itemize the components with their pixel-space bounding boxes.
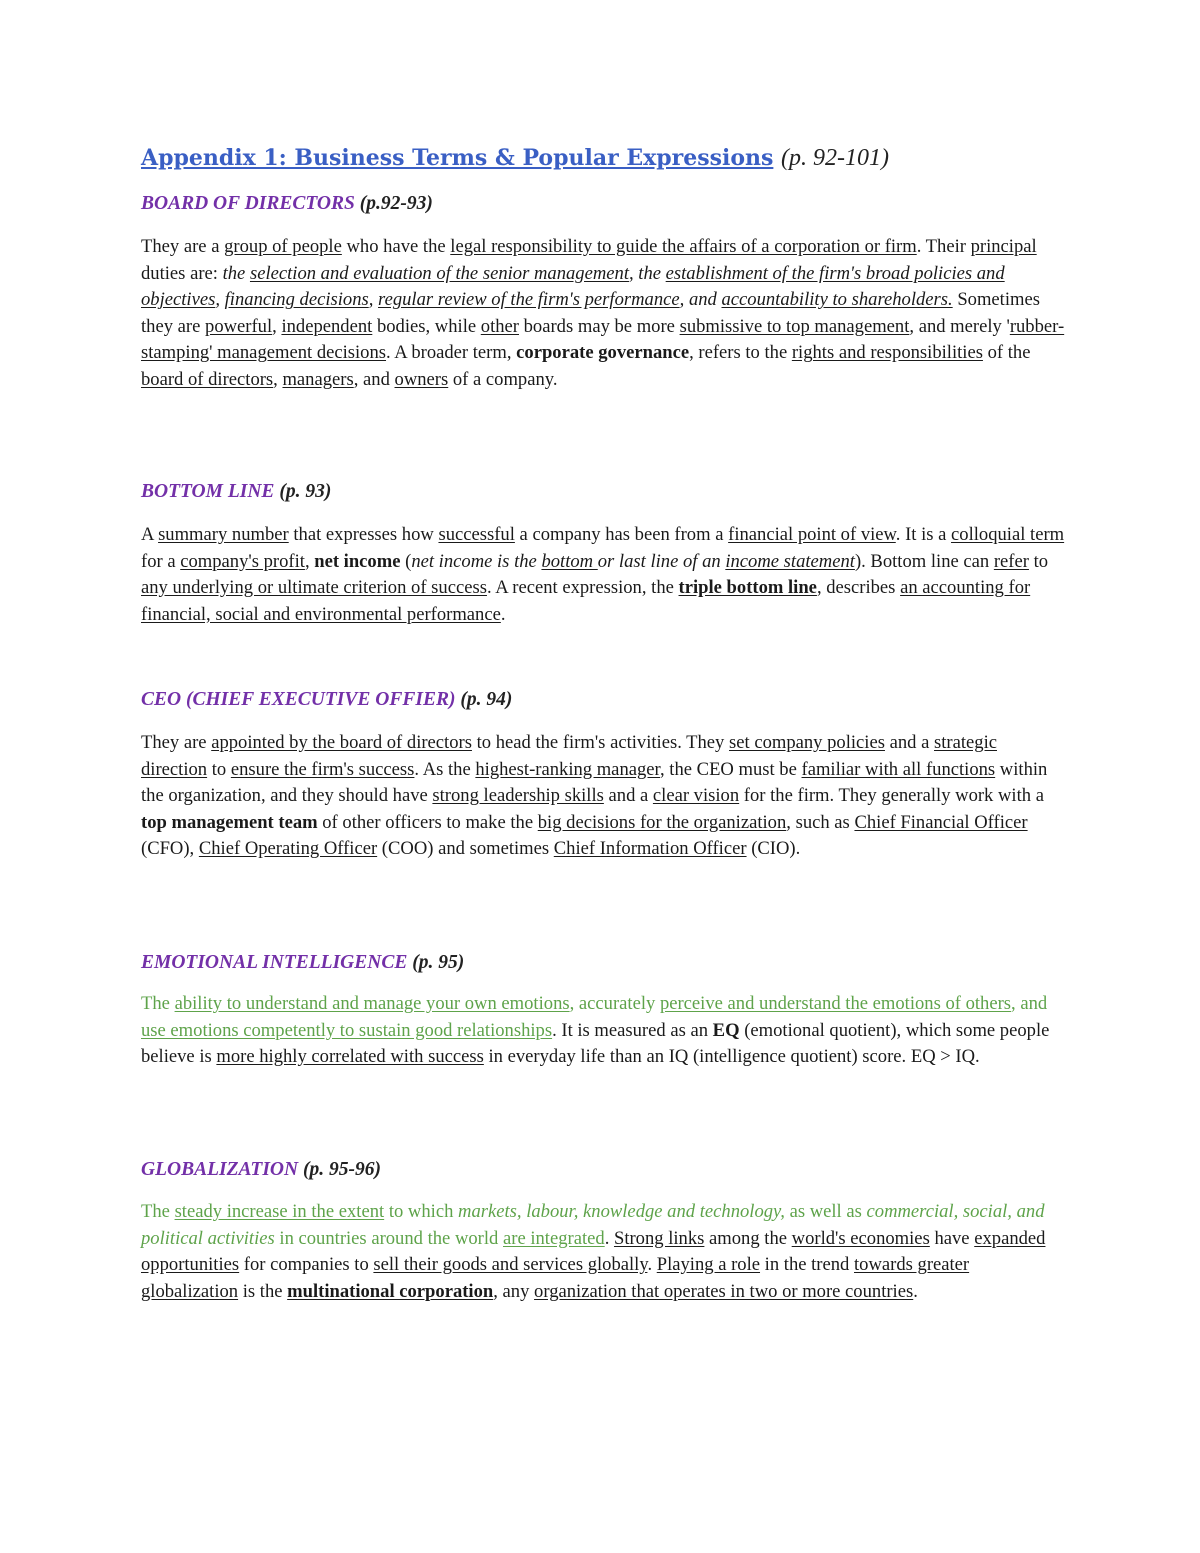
section-term: BOTTOM LINE [141,481,275,502]
text-fragment: EQ [712,1019,740,1041]
text-fragment: have [929,1227,975,1249]
text-fragment: sell their goods and services globally [373,1254,648,1276]
text-fragment: a company has been from a [514,524,729,545]
text-fragment: use emotions competently to sustain good relationships [141,1019,553,1041]
text-fragment: more highly correlated with success [216,1046,484,1068]
text-fragment: is the [238,1280,288,1302]
text-fragment: selection and evaluation of the senior management [249,262,629,284]
text-fragment: They are [141,732,212,753]
text-fragment: in countries around the world [274,1227,503,1249]
text-fragment: towards greater globalization [141,1254,970,1302]
text-fragment: . A recent expression, the [486,577,679,599]
text-fragment: and a [603,785,653,807]
text-fragment: net income is the [411,550,542,572]
text-fragment: colloquial term [951,524,1065,545]
text-fragment: the [222,262,250,284]
text-fragment: managers [282,368,354,390]
section-heading-emotional-intelligence [141,950,464,976]
text-fragment: that expresses how [288,524,439,545]
text-fragment: to [1028,550,1049,572]
text-fragment: , refers to the [689,342,792,364]
text-fragment: , and [679,289,722,311]
text-fragment: owners [394,368,449,390]
text-fragment: , and merely ' [909,315,1010,337]
text-fragment: organization that operates in two or more countries [534,1280,914,1302]
text-fragment: for a [141,550,181,572]
text-fragment: strong leadership skills [432,785,604,807]
text-fragment: The [141,993,175,1014]
title-pages: (p. 92-101) [781,145,890,171]
text-fragment: successful [438,524,515,545]
section-body-bottom-line [141,522,1066,628]
text-fragment: other [480,315,519,337]
text-fragment: establishment of the firm's broad policies and objectives [141,262,1005,311]
section-body-emotional-intelligence [141,991,1066,1071]
section-body-globalization [141,1199,1066,1305]
section-pages: (p. 95-96) [302,1159,381,1180]
text-fragment: clear vision [652,785,740,807]
text-fragment: corporate governance [516,342,690,364]
text-fragment: rubber-stamping' management decisions [141,315,1065,364]
text-fragment: commercial, social, and political activities [141,1201,1045,1249]
text-fragment: markets, labour, knowledge and technology, [458,1201,785,1222]
text-fragment: , describes [816,577,901,599]
section-term: CEO (CHIEF EXECUTIVE OFFIER) [141,689,456,710]
text-fragment: board of directors [141,368,274,390]
text-fragment: triple bottom line [678,577,817,599]
text-fragment: duties are: [141,262,223,284]
text-fragment: group of people [224,236,342,257]
text-fragment: any underlying or ultimate criterion of success [141,577,487,599]
text-fragment: of other officers to make the [317,811,538,833]
section-pages: (p.92-93) [359,193,433,214]
text-fragment: , any [493,1280,535,1302]
text-fragment: for the firm. They generally work with a [739,785,1044,807]
text-fragment: Chief Operating Officer [198,838,378,860]
text-fragment: . Their [916,236,971,257]
text-fragment: Sometimes they are [141,289,1040,337]
section-heading-globalization [141,1157,381,1183]
text-fragment: submissive to top management [679,315,910,337]
section-term: GLOBALIZATION [141,1159,299,1180]
text-fragment: (CFO), [141,838,199,860]
text-fragment: familiar with all functions [801,758,996,780]
text-fragment: strategic direction [141,732,997,780]
section-body-board-of-directors [141,234,1066,394]
text-fragment: , [215,289,225,311]
text-fragment: or last line of an [597,550,726,572]
text-fragment: set company policies [729,732,885,753]
text-fragment: to which [384,1201,459,1222]
section-pages: (p. 94) [460,689,513,710]
text-fragment: who have the [341,236,451,257]
text-fragment: independent [281,315,373,337]
text-fragment: in the trend [760,1254,854,1276]
text-fragment: legal responsibility to guide the affairs of a corporation or firm [450,236,917,257]
text-fragment: ). Bottom line can [854,550,994,572]
text-fragment: , and [353,368,395,390]
text-fragment: expanded opportunities [141,1227,1046,1276]
text-fragment: perceive and understand the emotions of others [659,993,1012,1014]
text-fragment: among the [704,1227,792,1249]
section-heading-ceo [141,687,512,713]
text-fragment: (emotional quotient), which some people believe is [141,1019,1050,1068]
text-fragment: , such as [786,811,855,833]
section-term: BOARD OF DIRECTORS [141,193,355,214]
text-fragment: They are a [141,236,225,257]
text-fragment: ensure the firm's success [230,758,415,780]
text-fragment: rights and responsibilities [791,342,983,364]
text-fragment: . [604,1227,614,1249]
text-fragment: . [500,603,506,625]
text-fragment: powerful [205,315,273,337]
text-fragment: an accounting for financial, social and environmental performance [141,577,1031,625]
text-fragment: boards may be more [518,315,680,337]
text-fragment: world's economies [791,1227,930,1249]
text-fragment: of the [982,342,1031,364]
section-pages: (p. 93) [279,481,332,502]
text-fragment: appointed by the board of directors [211,732,472,753]
text-fragment: within the organization, and they should have [141,758,1048,807]
text-fragment: financing decisions [224,289,369,311]
text-fragment: in everyday life than an IQ (intelligence quotient) score. EQ > IQ. [483,1046,980,1068]
text-fragment: Playing a role [656,1254,761,1276]
page-title [141,142,1071,174]
text-fragment: , accurately [569,993,660,1014]
text-fragment: for companies to [239,1254,374,1276]
text-fragment: financial point of view [728,524,896,545]
section-pages: (p. 95) [412,952,465,973]
text-fragment: income statement [725,550,855,572]
text-fragment: are integrated [503,1227,605,1249]
text-fragment: , [273,368,283,390]
text-fragment: net income [314,550,401,572]
text-fragment: , and [1011,993,1048,1014]
text-fragment: bottom [541,550,598,572]
text-fragment: . As the [414,758,476,780]
text-fragment: Chief Financial Officer [854,811,1028,833]
text-fragment: steady increase in the extent [174,1201,385,1222]
text-fragment: accountability to shareholders. [721,289,953,311]
text-fragment: as well as [784,1201,867,1222]
section-body-ceo [141,730,1066,863]
text-fragment: ( [400,550,412,572]
text-fragment: multinational corporation [287,1280,494,1302]
text-fragment: , [368,289,379,311]
text-fragment: bodies, while [372,315,481,337]
text-fragment: Chief Information Officer [553,838,747,860]
text-fragment: to [207,758,231,780]
section-heading-bottom-line [141,479,331,505]
text-fragment: . [647,1254,657,1276]
text-fragment: A [141,524,159,545]
text-fragment: top management team [141,811,318,833]
text-fragment: to head the firm's activities. They [471,732,730,753]
text-fragment: big decisions for the organization [537,811,787,833]
text-fragment: , the [628,262,666,284]
text-fragment: ability to understand and manage your own emotions [174,993,570,1014]
text-fragment: regular review of the firm's performance [378,289,680,311]
text-fragment: company's profit [180,550,305,572]
text-fragment: highest-ranking manager [475,758,660,780]
text-fragment: , [272,315,282,337]
text-fragment: Strong links [613,1227,705,1249]
section-heading-board-of-directors [141,191,433,217]
text-fragment: The [141,1201,175,1222]
text-fragment: (COO) and sometimes [377,838,554,860]
section-term: EMOTIONAL INTELLIGENCE [141,952,408,973]
text-fragment: of a company. [448,368,558,390]
text-fragment: summary number [158,524,289,545]
text-fragment: . A broader term, [386,342,517,364]
title-main: Appendix 1: Business Terms & Popular Expressions [141,145,774,171]
text-fragment: . It is measured as an [552,1019,713,1041]
text-fragment: and a [884,732,935,753]
text-fragment: principal [970,236,1037,257]
text-fragment: (CIO). [746,838,801,860]
text-fragment: refer [993,550,1029,572]
text-fragment: , the CEO must be [660,758,802,780]
text-fragment: , [304,550,315,572]
text-fragment: . [913,1280,918,1302]
text-fragment: . It is a [895,524,952,545]
